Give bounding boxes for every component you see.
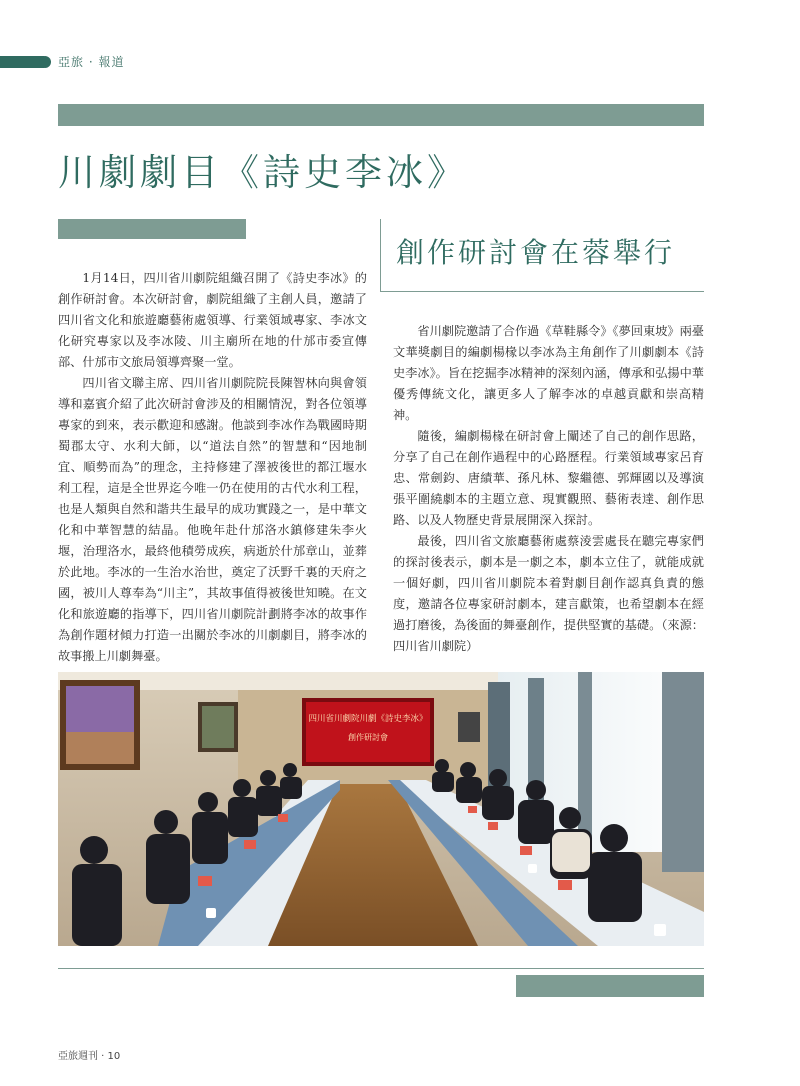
header-accent-dot	[39, 56, 51, 68]
screen-line2: 創作研討會	[348, 733, 388, 742]
section-label: 亞旅 · 報道	[58, 55, 125, 69]
article-subtitle: 創作研討會在蓉舉行	[396, 236, 676, 269]
subtitle-band	[58, 219, 246, 239]
screen-line1: 四川省川劇院川劇《詩史李冰》	[308, 714, 428, 724]
bottom-rule	[58, 968, 704, 969]
article-title: 川劇劇目《詩史李冰》	[58, 151, 468, 194]
paragraph: 最後，四川省文旅廳藝術處蔡淩雲處長在聽完專家們的探討後表示，劇本是一劇之本，劇本立住了，就能成就一個好劇，四川省川劇院本着對劇目創作認真負責的態度，邀請各位專家研討劇本，建言獻策，也希望劇本在經過打磨後，為後面的舞臺創作，提供堅實的基礎。（來源：四川省川劇院）	[393, 534, 704, 653]
paragraph: 1月14日，四川省川劇院組織召開了《詩史李冰》的創作研討會。本次研討會，劇院組織了主創人員，邀請了四川省文化和旅遊廳藝術處領導、行業領域專家、李冰文化研究專家以及李冰陵、川主廟所在地的什邡市委宣傳部、什邡市文旅局領導齊聚一堂。	[58, 271, 367, 369]
page-footer: 亞旅週刊 · 10	[58, 1051, 121, 1062]
right-column	[393, 321, 704, 657]
paragraph: 四川省文聯主席、四川省川劇院院長陳智林向與會領導和嘉賓介紹了此次研討會涉及的相關情況，對各位領導專家的到來，表示歡迎和感謝。他談到李冰作為戰國時期蜀郡太守、水利大師，以“道法自然”的智慧和“因地制宜、順勢而為”的理念，主持修建了澤被後世的都江堰水利工程，這是全世界迄今唯一仍在使用的古代水利工程，也是人類與自然和諧共生最早的成功實踐之一，是中華文化和中華智慧的結晶。他晚年赴什邡洛水鎮修建朱李火堰，治理洛水，最終他積勞成疾，病逝於什邡章山，並葬於此地。李冰的一生治水治世，奠定了沃野千裏的天府之國，被川人尊奉為“川主”，其故事值得被後世知曉。在文化和旅遊廳的指導下，四川省川劇院計劃將李冰的故事作為創作題材傾力打造一出關於李冰的川劇劇目，將李冰的故事搬上川劇舞臺。	[58, 376, 367, 663]
paragraph: 隨後，編劇楊椽在研討會上闡述了自己的創作思路，分享了自己在創作過程中的心路歷程。行業領域專家呂育忠、常劍鈞、唐績華、孫凡林、黎繼德、郭輝國以及導演張平圍繞劇本的主題立意、現實觀照、藝術表達、創作思路、以及人物歷史背景展開深入探討。	[393, 429, 704, 527]
title-band	[58, 104, 704, 126]
paragraph: 省川劇院邀請了合作過《草鞋縣令》《夢回東坡》兩臺文華獎劇目的編劇楊椽以李冰為主角創作了川劇劇本《詩史李冰》。旨在挖掘李冰精神的深刻內涵，傳承和弘揚中華優秀傳統文化，讓更多人了解李冰的卓越貢獻和崇高精神。	[393, 324, 704, 422]
header-accent-bar	[0, 56, 44, 68]
bottom-band	[516, 975, 704, 997]
meeting-photo	[58, 672, 704, 946]
left-column	[58, 268, 367, 667]
